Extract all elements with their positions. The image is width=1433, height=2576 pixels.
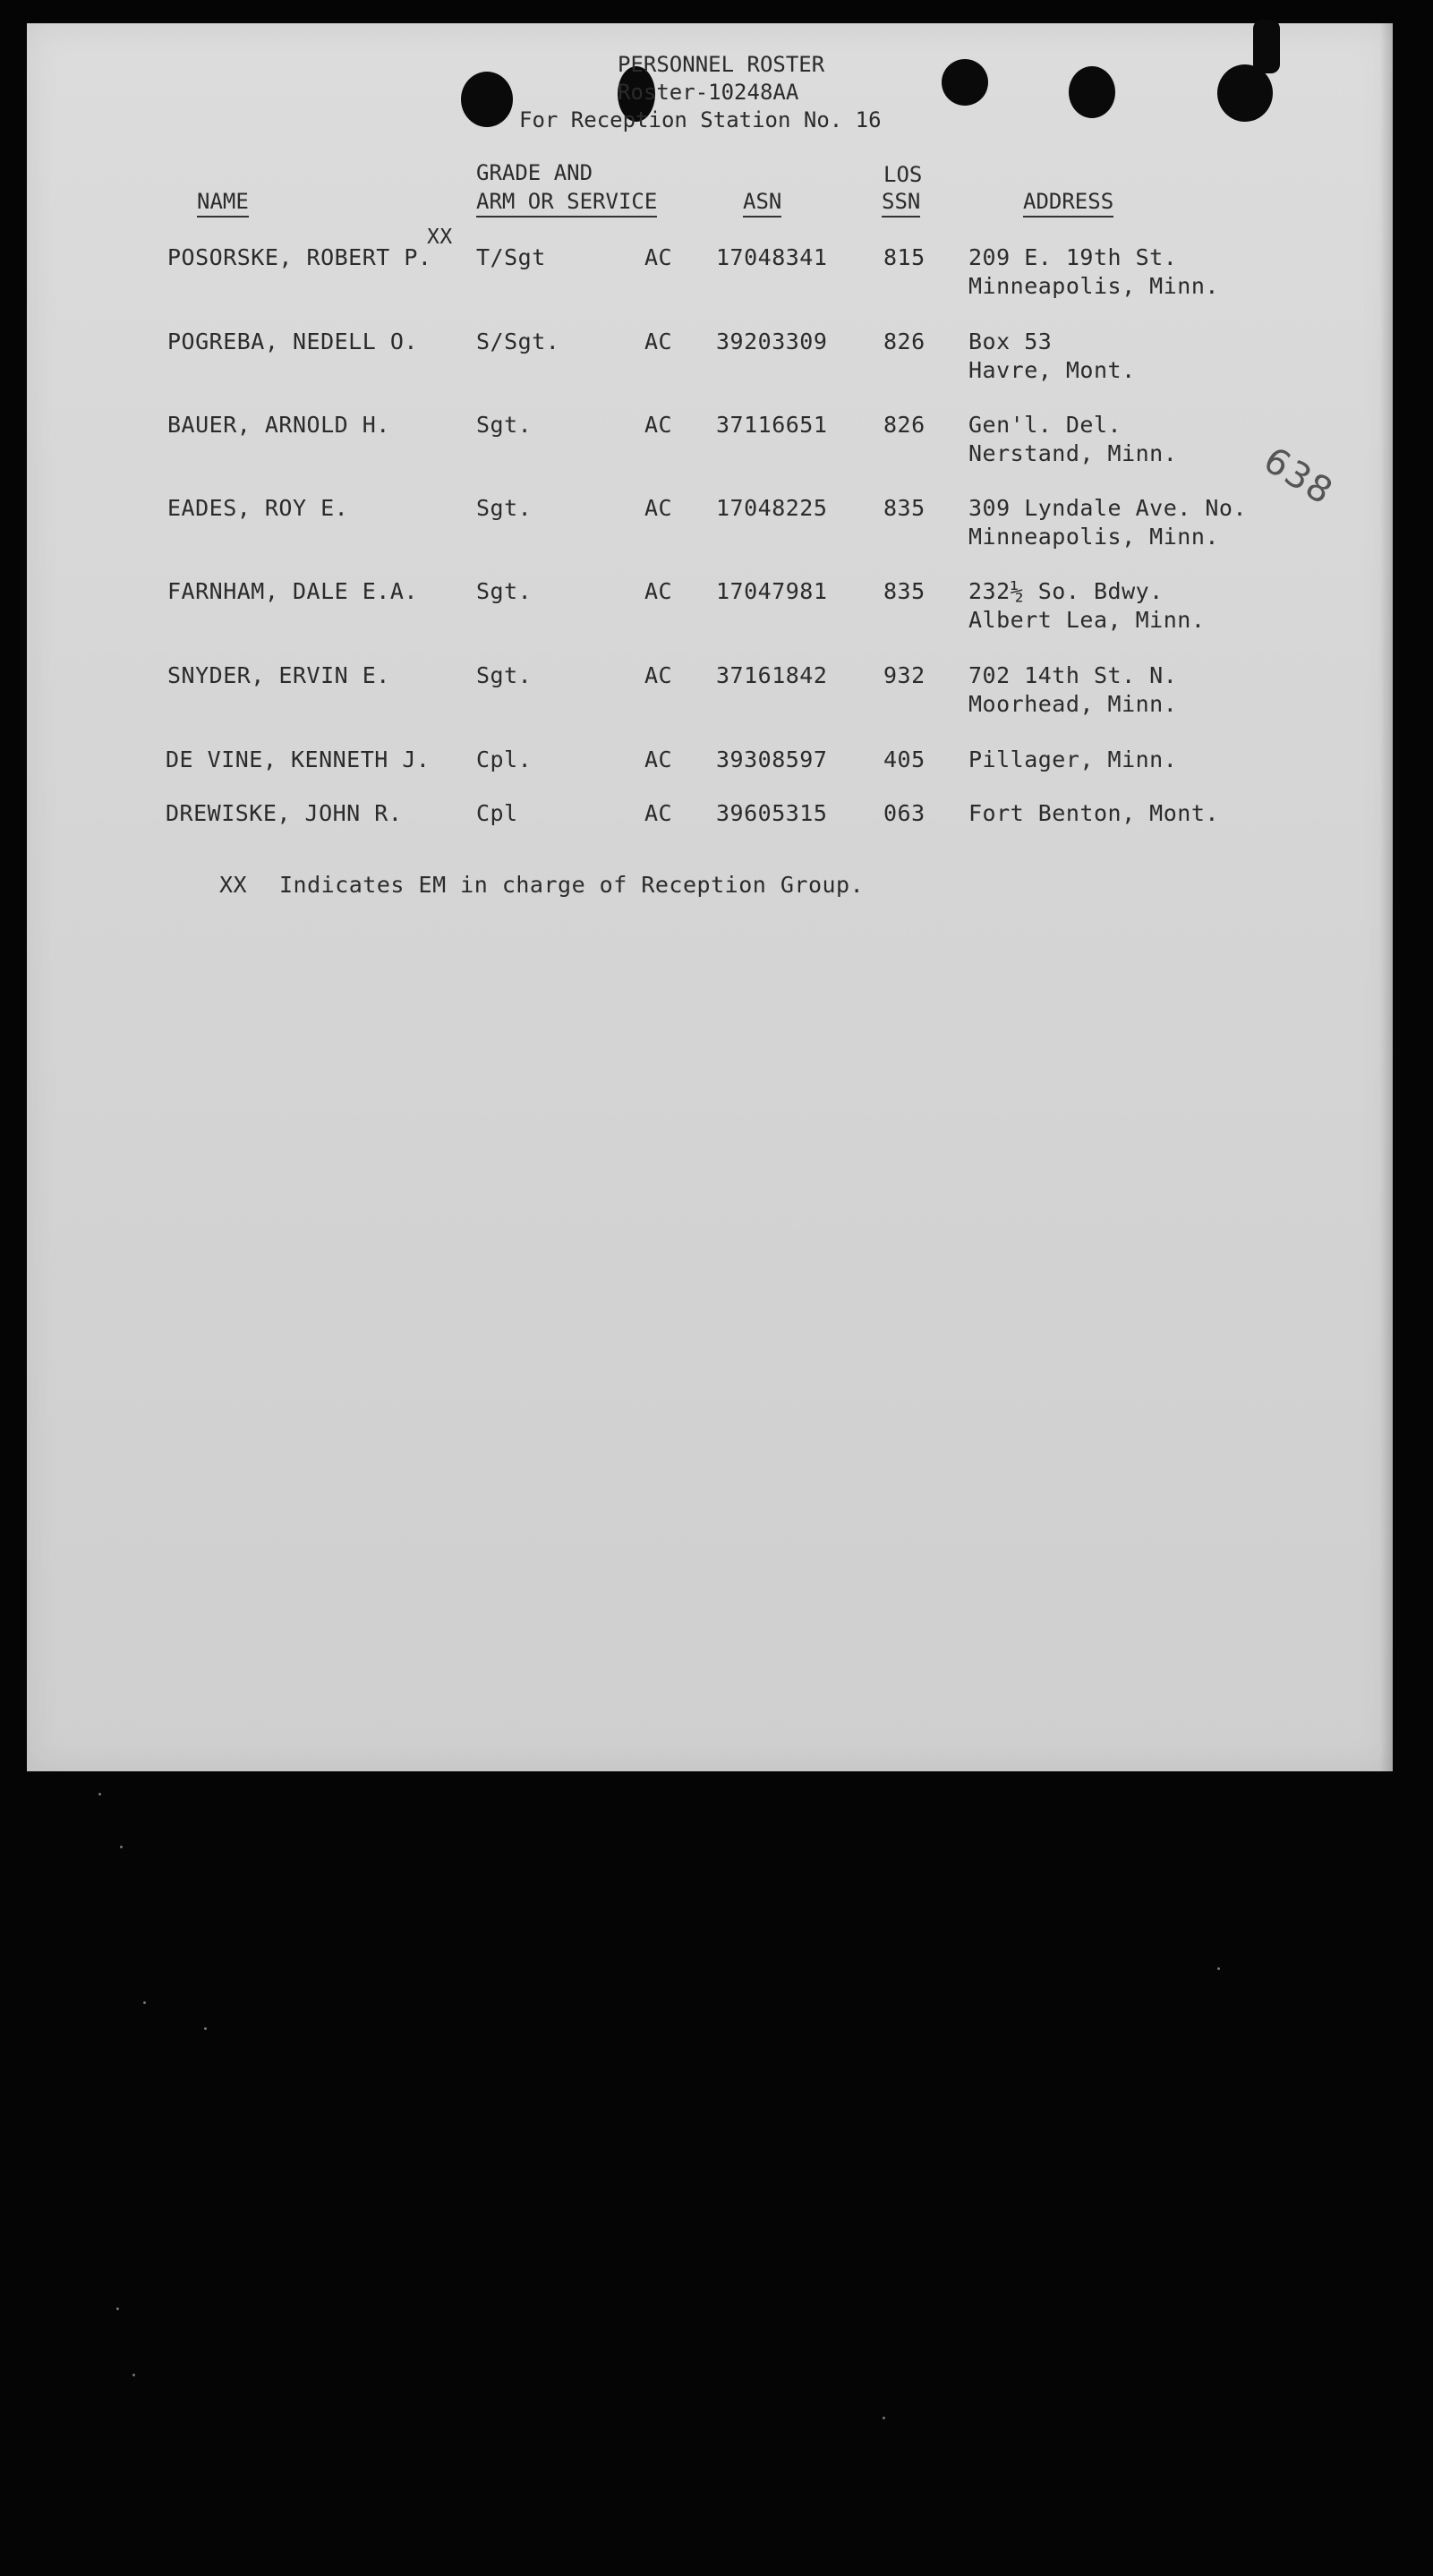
row-name: SNYDER, ERVIN E. — [167, 662, 390, 688]
row-grade: T/Sgt — [476, 244, 546, 270]
row-address-line2: Albert Lea, Minn. — [968, 607, 1206, 633]
row-address-line1: 702 14th St. N. — [968, 662, 1178, 688]
row-address-line1: Box 53 — [968, 328, 1053, 354]
row-asn: 37116651 — [716, 412, 828, 438]
row-ssn: 835 — [883, 495, 925, 521]
column-header-grade-line2: ARM OR SERVICE — [476, 189, 657, 218]
row-address-line2: Minneapolis, Minn. — [968, 524, 1219, 550]
row-arm: AC — [644, 495, 673, 521]
row-arm: AC — [644, 662, 673, 688]
row-address-line1: 209 E. 19th St. — [968, 244, 1178, 270]
punch-hole — [1069, 66, 1115, 118]
scan-speck — [120, 1846, 123, 1848]
leader-mark: XX — [427, 226, 453, 249]
document-title: PERSONNEL ROSTER — [618, 52, 825, 77]
row-arm: AC — [644, 328, 673, 354]
column-header-los: LOS — [883, 162, 923, 187]
station-line: For Reception Station No. 16 — [519, 107, 882, 132]
row-address-line1: 309 Lyndale Ave. No. — [968, 495, 1248, 521]
row-name: POSORSKE, ROBERT P. — [167, 244, 432, 270]
row-asn: 39605315 — [716, 800, 828, 826]
scan-speck — [883, 2417, 885, 2419]
row-ssn: 063 — [883, 800, 925, 826]
row-asn: 17048225 — [716, 495, 828, 521]
row-asn: 39203309 — [716, 328, 828, 354]
column-header-name: NAME — [197, 189, 249, 218]
row-name: POGREBA, NEDELL O. — [167, 328, 418, 354]
row-name: BAUER, ARNOLD H. — [167, 412, 390, 438]
roster-page — [27, 23, 1393, 1771]
row-arm: AC — [644, 800, 673, 826]
row-grade: Sgt. — [476, 578, 533, 604]
scan-speck — [132, 2374, 135, 2376]
column-header-address: ADDRESS — [1023, 189, 1113, 218]
row-address-line1: Fort Benton, Mont. — [968, 800, 1219, 826]
column-header-asn: ASN — [743, 189, 781, 218]
scan-speck — [143, 2001, 146, 2004]
row-grade: Sgt. — [476, 495, 533, 521]
punch-hole — [461, 72, 513, 127]
row-grade: Sgt. — [476, 662, 533, 688]
row-ssn: 405 — [883, 746, 925, 772]
row-asn: 37161842 — [716, 662, 828, 688]
row-address-line1: Pillager, Minn. — [968, 746, 1178, 772]
scan-speck — [98, 1793, 101, 1796]
row-ssn: 835 — [883, 578, 925, 604]
row-arm: AC — [644, 746, 673, 772]
row-arm: AC — [644, 578, 673, 604]
row-grade: Sgt. — [476, 412, 533, 438]
scan-speck — [204, 2027, 207, 2030]
row-grade: Cpl. — [476, 746, 533, 772]
scan-speck — [116, 2307, 119, 2310]
footnote-text: Indicates EM in charge of Reception Group. — [279, 872, 865, 898]
row-address-line2: Havre, Mont. — [968, 357, 1136, 383]
row-ssn: 815 — [883, 244, 925, 270]
row-arm: AC — [644, 244, 673, 270]
handwritten-number: 638 — [1256, 439, 1341, 514]
row-name: DE VINE, KENNETH J. — [166, 746, 431, 772]
row-asn: 17047981 — [716, 578, 828, 604]
row-address-line2: Moorhead, Minn. — [968, 691, 1178, 717]
punch-hole — [1253, 20, 1280, 73]
row-address-line2: Minneapolis, Minn. — [968, 273, 1219, 299]
row-grade: S/Sgt. — [476, 328, 560, 354]
row-name: FARNHAM, DALE E.A. — [167, 578, 418, 604]
column-header-grade-line1: GRADE AND — [476, 160, 593, 185]
row-name: DREWISKE, JOHN R. — [166, 800, 403, 826]
row-address-line2: Nerstand, Minn. — [968, 440, 1178, 466]
row-ssn: 826 — [883, 328, 925, 354]
row-ssn: 932 — [883, 662, 925, 688]
punch-hole — [942, 59, 988, 106]
row-arm: AC — [644, 412, 673, 438]
footnote-mark: XX — [219, 872, 248, 898]
row-name: EADES, ROY E. — [167, 495, 349, 521]
column-header-ssn: SSN — [882, 189, 920, 218]
row-address-line1: Gen'l. Del. — [968, 412, 1122, 438]
row-asn: 17048341 — [716, 244, 828, 270]
row-address-line1: 232½ So. Bdwy. — [968, 578, 1164, 604]
row-ssn: 826 — [883, 412, 925, 438]
scan-speck — [1217, 1967, 1220, 1970]
row-grade: Cpl — [476, 800, 518, 826]
roster-number: Roster-10248AA — [618, 80, 799, 105]
row-asn: 39308597 — [716, 746, 828, 772]
